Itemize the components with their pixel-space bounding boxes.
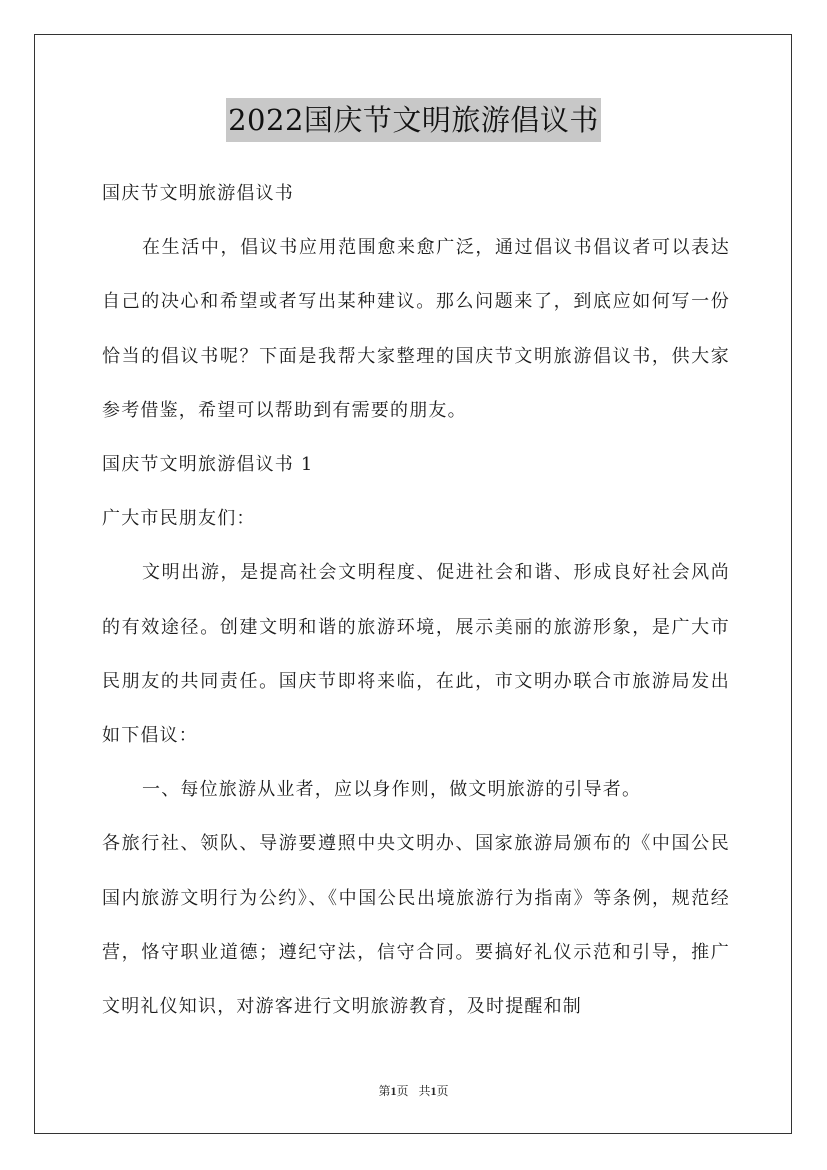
page-number: 1 (390, 1084, 397, 1098)
point-1-body: 各旅行社、领队、导游要遵照中央文明办、国家旅游局颁布的《中国公民国内旅游文明行为公约》、《中国公民出境旅游行为指南》等条例，规范经营，恪守职业道德；遵纪守法，信守合同。要搞好礼仪示范和引导，推广文明礼仪知识，对游客进行文明旅游教育，及时提醒和制 (102, 833, 730, 1018)
salutation: 广大市民朋友们： (102, 508, 256, 530)
body-paragraph-1: 文明出游，是提高社会文明程度、促进社会和谐、形成良好社会风尚的有效途径。创建文明和谐的旅游环境，展示美丽的旅游形象，是广大市民朋友的共同责任。国庆节即将来临，在此，市文明办联合市旅游局发出如下倡议： (102, 562, 730, 747)
total-pages: 1 (430, 1084, 437, 1098)
total-suffix: 页 (436, 1084, 449, 1098)
page-prefix: 第 (378, 1084, 391, 1098)
section-heading: 国庆节文明旅游倡议书 1 (102, 454, 314, 476)
document-subtitle: 国庆节文明旅游倡议书 (102, 183, 294, 204)
page-footer (0, 1082, 827, 1099)
title-container (0, 98, 827, 142)
document-body (102, 167, 730, 1034)
point-1-heading: 一、每位旅游从业者，应以身作则，做文明旅游的引导者。 (142, 779, 642, 801)
total-prefix: 共 (418, 1084, 431, 1098)
intro-paragraph: 在生活中，倡议书应用范围愈来愈广泛，通过倡议书倡议者可以表达自己的决心和希望或者写出某种建议。那么问题来了，到底应如何写一份恰当的倡议书呢？下面是我帮大家整理的国庆节文明旅游倡议书，供大家参考借鉴，希望可以帮助到有需要的朋友。 (102, 237, 730, 421)
document-title: 2022国庆节文明旅游倡议书 (226, 98, 601, 142)
page-suffix: 页 (396, 1084, 409, 1098)
